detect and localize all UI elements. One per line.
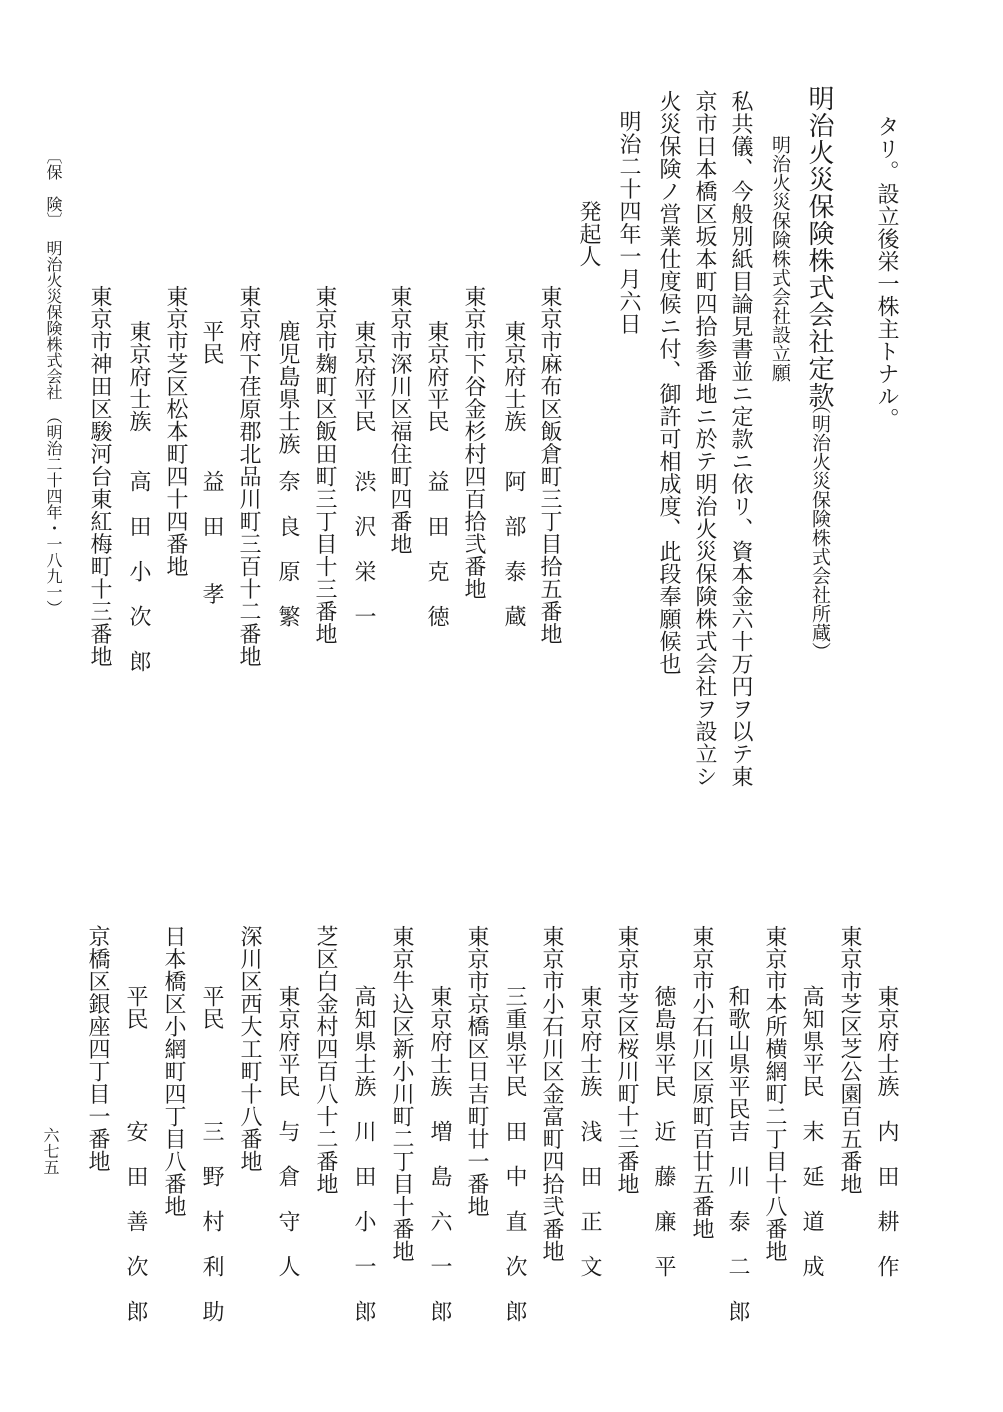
footer-section: 〔保 険〕 bbox=[44, 148, 63, 228]
document-title: 明治火災保険株式会社定款 bbox=[804, 85, 834, 409]
promoter-name: 渋 沢 栄 一 bbox=[351, 470, 376, 628]
document-subtitle: 明治火災保険株式会社設立願 bbox=[769, 135, 791, 382]
promoter-status: 和歌山県平民 bbox=[725, 985, 750, 1120]
promoter-status: 平民 bbox=[199, 320, 224, 365]
promoter-status: 高知県士族 bbox=[351, 985, 376, 1098]
promoter-status: 東京府士族 bbox=[126, 320, 151, 433]
promoter-name: 三 野 村 利 助 bbox=[199, 1120, 224, 1323]
promoter-name: 浅 田 正 文 bbox=[577, 1120, 602, 1278]
body-line-1: 私共儀、今般別紙目論見書並ニ定款ニ依リ、資本金六十万円ヲ以テ東 bbox=[728, 90, 753, 788]
document-holder: （明治火災保険株式会社所蔵） bbox=[809, 395, 831, 661]
promoter-name: 高 田 小 次 郎 bbox=[126, 470, 151, 673]
promoter-address: 東京市芝区松本町四十四番地 bbox=[163, 285, 188, 578]
promoter-address: 東京市本所横網町二丁目十八番地 bbox=[762, 925, 787, 1263]
promoter-status: 東京府士族 bbox=[501, 320, 526, 433]
promoter-status: 鹿児島県士族 bbox=[275, 320, 300, 455]
promoter-name: 末 延 道 成 bbox=[799, 1120, 824, 1278]
promoter-name: 内 田 耕 作 bbox=[874, 1120, 899, 1278]
promoter-address: 深川区西大工町十八番地 bbox=[237, 925, 262, 1173]
promoter-address: 東京市芝区桜川町十三番地 bbox=[614, 925, 639, 1195]
promoter-address: 東京市深川区福住町四番地 bbox=[387, 285, 412, 555]
promoter-address: 東京牛込区新小川町二丁目十番地 bbox=[389, 925, 414, 1263]
promoter-address: 東京市小石川区原町百廿五番地 bbox=[689, 925, 714, 1240]
promoter-name: 増 島 六 一 郎 bbox=[427, 1120, 452, 1323]
intro-line: タリ。設立後栄一株主トナル。 bbox=[874, 115, 899, 430]
promoter-address: 東京市神田区駿河台東紅梅町十三番地 bbox=[87, 285, 112, 668]
promoter-status: 三重県平民 bbox=[502, 985, 527, 1098]
promoter-status: 東京府平民 bbox=[424, 320, 449, 433]
promoter-name: 与 倉 守 人 bbox=[275, 1120, 300, 1278]
promoter-address: 東京市京橋区日吉町廿一番地 bbox=[464, 925, 489, 1218]
promoter-name: 田 中 直 次 郎 bbox=[502, 1120, 527, 1323]
body-line-3: 火災保険ノ営業仕度候ニ付、御許可相成度、此段奉願候也 bbox=[656, 90, 681, 675]
promoter-address: 京橋区銀座四丁目一番地 bbox=[85, 925, 110, 1173]
document-date: 明治二十四年一月六日 bbox=[616, 110, 641, 335]
body-line-2: 京市日本橋区坂本町四拾参番地ニ於テ明治火災保険株式会社ヲ設立シ bbox=[692, 90, 717, 788]
promoter-status: 徳島県平民 bbox=[651, 985, 676, 1098]
promoter-status: 高知県平民 bbox=[799, 985, 824, 1098]
page-number: 六七五 bbox=[41, 1127, 60, 1175]
promoter-name: 近 藤 廉 平 bbox=[651, 1120, 676, 1278]
promoter-name: 益 田 克 徳 bbox=[424, 470, 449, 628]
promoter-name: 奈 良 原 繁 bbox=[275, 470, 300, 628]
promoter-status: 東京府士族 bbox=[427, 985, 452, 1098]
promoter-address: 東京市芝区芝公園百五番地 bbox=[837, 925, 862, 1195]
promoter-address: 東京市麹町区飯田町三丁目十三番地 bbox=[312, 285, 337, 645]
promoter-name: 安 田 善 次 郎 bbox=[123, 1120, 148, 1323]
promoter-name: 吉 川 泰 二 郎 bbox=[725, 1120, 750, 1323]
promoter-status: 平民 bbox=[199, 985, 224, 1030]
footer-source: 明治火災保険株式会社 （明治二十四年・一八九一） bbox=[44, 240, 63, 616]
promoter-status: 東京府平民 bbox=[351, 320, 376, 433]
promoter-address: 東京府下荏原郡北品川町三百十二番地 bbox=[236, 285, 261, 668]
promoter-status: 東京府士族 bbox=[874, 985, 899, 1098]
promoter-name: 川 田 小 一 郎 bbox=[351, 1120, 376, 1323]
promoter-address: 東京市麻布区飯倉町三丁目拾五番地 bbox=[537, 285, 562, 645]
promoter-name: 阿 部 泰 蔵 bbox=[501, 470, 526, 628]
promoter-name: 益 田 孝 bbox=[199, 470, 224, 605]
promoter-address: 日本橋区小網町四丁目八番地 bbox=[161, 925, 186, 1218]
promoter-address: 東京市下谷金杉村四百拾弐番地 bbox=[461, 285, 486, 600]
promoter-status: 東京府平民 bbox=[275, 985, 300, 1098]
promoter-status: 平民 bbox=[123, 985, 148, 1030]
promoter-status: 東京府士族 bbox=[577, 985, 602, 1098]
promoters-label: 発起人 bbox=[576, 200, 601, 268]
promoter-address: 芝区白金村四百八十二番地 bbox=[313, 925, 338, 1195]
promoter-address: 東京市小石川区金富町四拾弐番地 bbox=[539, 925, 564, 1263]
